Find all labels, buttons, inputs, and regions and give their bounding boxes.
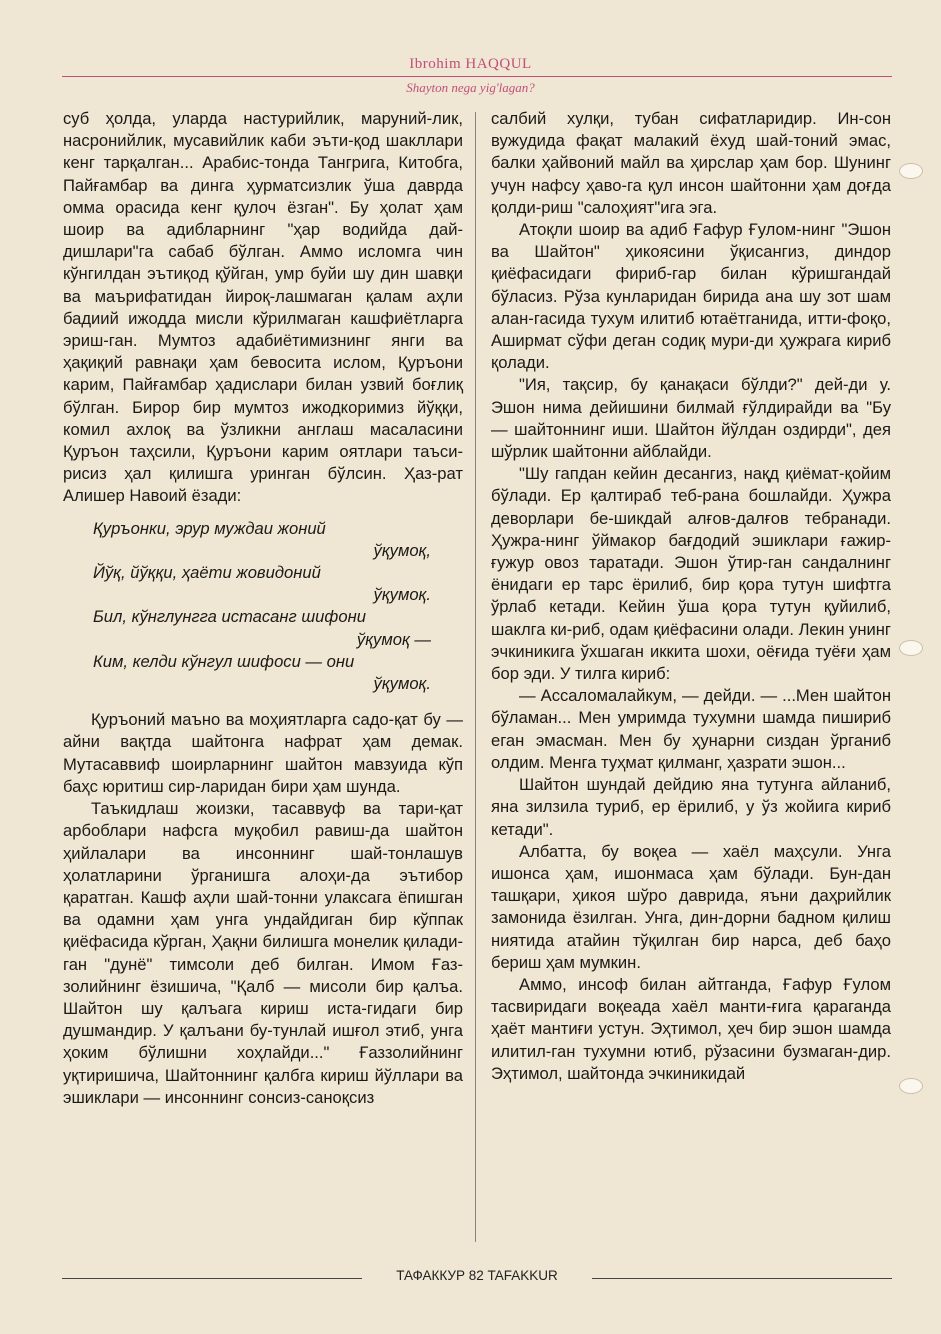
poem-line-end: ўқумоқ. <box>373 585 431 605</box>
poem-line: Бил, кўнглунгга истасанг шифони <box>93 607 366 627</box>
poem-line: Қуръонки, эрур муждаи жоний <box>93 518 326 538</box>
binding-hole-icon <box>899 640 923 656</box>
header-divider <box>62 76 892 77</box>
footer-rule-right <box>592 1278 892 1279</box>
paragraph: Албатта, бу воқеа — хаёл маҳсули. Унга ишонса ҳам, ишонмаса ҳам бўлади. Бун-дан ташқари, ҳикоя шўро даврида, яъни даҳрийлик замонида ёзилган. Унга, дин-дорни бадном қилиш ниятида атайин тўқилган бир нарса, деб баҳо бериш ҳам мумкин. <box>491 841 891 972</box>
header-author: Ibrohim HAQQUL <box>409 56 532 72</box>
header-article-title: Shayton nega yig'lagan? <box>406 80 535 95</box>
poem-line: Ким, келди кўнгул шифоси — они <box>93 651 355 671</box>
paragraph: Шайтон шундай дейдию яна тутунга айланиб, яна зилзила туриб, ер ёрилиб, у ўз жойига кириб кетади". <box>491 775 891 839</box>
page-footer <box>62 1268 892 1288</box>
poem-line-end: ўқумоқ, <box>373 540 431 560</box>
right-column <box>491 108 891 1085</box>
paragraph: суб ҳолда, уларда настурийлик, маруний-лик, насронийлик, мусавийлик каби эъти-қод шакллари кенг тарқалган... Арабис-тонда Тангрига, Китобга, Пайғамбар ва динга ҳурматсизлик ўша даврда омма орасида кенг қулоч ёзган". Бу ҳолат ҳам шоир ва адибларнинг "ҳар водийда дай-дишлари"га сабаб бўлган. Аммо исломга чин кўнгилдан эътиқод қўйган, умр буйи шу дин шавқи ва маърифатидан йироқ-лашмаган қалам аҳли бадиий ижодда мисли кўрилмаган кашфиётларга эриш-ган. Мумтоз адабиётимизнинг янги ва ҳақиқий равнақи ҳам бевосита ислом, Қуръони карим, Пайғамбар ҳадислари билан узвий боғлиқ бўлган. Бирор бир мумтоз ижодкоримиз йўққи, комил ахлоқ ва ўзликни англаш масаласини Қуръон таҳсили, Қуръони карим оятлари таъси-рисиз ҳал қилишга уринган бўлсин. Ҳаз-рат Алишер Навоий ёзади: <box>63 109 463 506</box>
footer-page-label: ТАФАККУР 82 TAFAKKUR <box>396 1268 558 1283</box>
paragraph: Қуръоний маъно ва моҳиятларга садо-қат бу — айни вақтда шайтонга нафрат ҳам демак. Мутасаввиф шоирларнинг шайтон мавзуида кўп баҳс юритиш сир-ларидан бири ҳам шунда. <box>63 710 463 796</box>
poem-line-end: ўқумоқ. <box>373 674 431 694</box>
paragraph: "Шу гапдан кейин десангиз, нақд қиёмат-қойим бўлади. Ер қалтираб теб-рана бошлайди. Ҳужра деворлари бе-шикдай алғов-далғов тебранади. Ҳужра-нинг ўймакор бағдодий эшиклари ғажир-ғужур овоз таратади. Эшон ўтир-ган сандалнинг ёнидаги ер тарс ёрилиб, бир қора тутун шифтга ўрлаб кетади. Кейин ўша қора тутун қуйилиб, шаклга ки-риб, одам қиёфасини олади. Лекин унинг эчкиникига ўхшаган иккита шохи, оёғида туёғи ҳам бор эди. У тилга кириб: <box>491 464 891 684</box>
paragraph: Атоқли шоир ва адиб Ғафур Ғулом-нинг "Эшон ва Шайтон" ҳикоясини ўқисангиз, диндор қиёфасидаги фириб-гар билан кўришгандай бўласиз. Рўза кунларидан бирида ана шу зот шам алан-гасида тухум илитиб ютаётганида, итти-фоқо, Аширмат сўфи деган содиқ мури-ди ҳужрага кириб қолади. <box>491 220 891 373</box>
paragraph: Аммо, инсоф билан айтганда, Ғафур Ғулом тасвиридаги воқеада хаёл манти-ғига қараганда ҳаёт мантиғи устун. Эҳтимол, ҳеч бир эшон шамда илитил-ган тухумни ютиб, рўзасини бузмаган-дир. Эҳтимол, шайтонда эчкиникидай <box>491 974 891 1083</box>
poem-quote <box>93 518 463 696</box>
paragraph: Таъкидлаш жоизки, тасаввуф ва тари-қат арбоблари нафсга муқобил равиш-да шайтон ҳийлалари ва инсоннинг шай-тонлашув ҳолатларини ўрганишга алоҳи-да эътибор қаратган. Кашф аҳли шай-тонни улаксага ёпишган ва одамни ҳам унга ундайдиган бир кўппак қиёфасида кўрган, Ҳақни билишга монелик қилади-ган "дунё" тимсоли деб билган. Имом Ғаз-золийнинг ёзишича, "Қалб — мисоли бир қалъа. Шайтон шу қалъага кириш иста-гидаги бир душмандир. У қалъани бу-тунлай ишғол этиб, унга ҳоким бўлишни хоҳлайди..." Ғаззолийнинг уқтиришича, Шайтоннинг қалбга кириш йўллари ва эшиклари — инсоннинг сонсиз-саноқсиз <box>63 799 463 1107</box>
paragraph: салбий хулқи, тубан сифатларидир. Ин-сон вужудида фақат малакий ёхуд шай-тоний эмас, балки ҳайвоний майл ва ҳирслар ҳам бор. Шунинг учун нафсу ҳаво-га қул инсон шайтонни ҳам доғда қолди-риш "салоҳият"ига эга. <box>491 109 891 217</box>
paragraph: "Ия, тақсир, бу қанақаси бўлди?" дей-ди у. Эшон нима дейишини билмай ғўлдирайди ва "Бу — шайтоннинг иши. Шайтон йўлдан оздирди", дея шўрлик шайтонни айблайди. <box>491 375 891 462</box>
binding-hole-icon <box>899 163 923 179</box>
paragraph: — Ассаломалайкум, — дейди. — ...Мен шайтон бўламан... Мен умримда тухумни шамда пишириб еган эмасман. Мен бу ҳунарни сиздан ўрганиб олдим. Менга туҳмат қилманг, ҳазрати эшон... <box>491 686 891 772</box>
column-divider <box>475 112 476 1242</box>
binding-hole-icon <box>899 1078 923 1094</box>
poem-line-end: ўқумоқ — <box>356 629 431 649</box>
poem-line: Йўқ, йўққи, ҳаёти жовидоний <box>93 563 321 583</box>
left-column <box>63 108 463 1109</box>
